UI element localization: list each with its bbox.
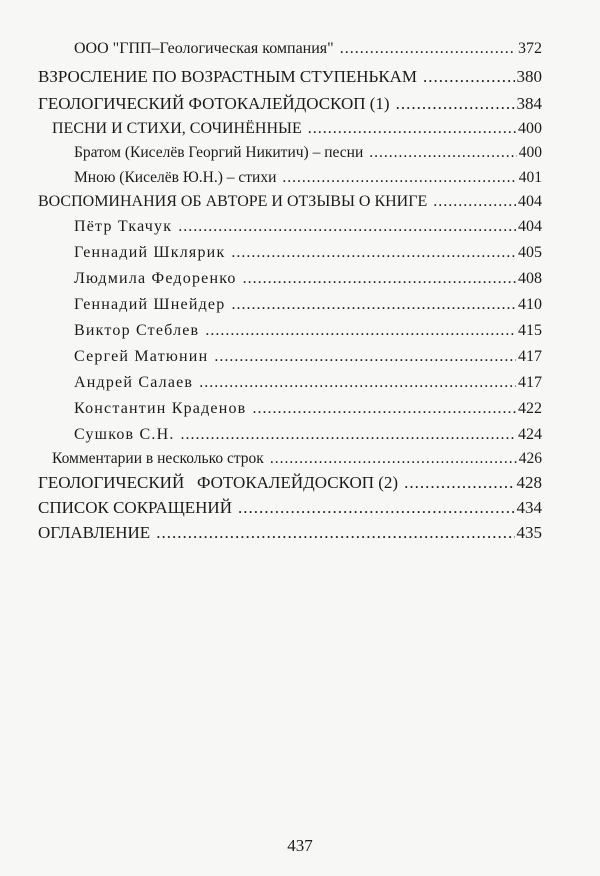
toc-entry[interactable] <box>74 296 542 322</box>
toc-entry-label: Геннадий Шклярик <box>74 244 226 261</box>
toc-entry[interactable] <box>38 67 542 93</box>
toc-entry-page: 408 <box>518 270 542 287</box>
toc-entry-label: Людмила Федоренко <box>74 270 237 287</box>
toc-entry-label: Геннадий Шнейдер <box>74 296 226 313</box>
toc-entry-page: 400 <box>518 120 542 137</box>
toc-entry-page: 422 <box>518 400 542 417</box>
leader-dots <box>231 296 516 314</box>
toc-entry[interactable] <box>74 169 542 195</box>
toc-entry[interactable] <box>38 473 542 499</box>
toc-entry-label: Константин Краденов <box>74 400 247 417</box>
toc-entry-page: 401 <box>518 169 542 186</box>
toc-entry-label: ВОСПОМИНАНИЯ ОБ АВТОРЕ И ОТЗЫВЫ О КНИГЕ <box>38 193 428 210</box>
toc-entry-page: 428 <box>516 473 542 492</box>
toc-entry-label: Сергей Матюнин <box>74 348 209 365</box>
toc-entry[interactable] <box>74 244 542 270</box>
toc-entry-page: 417 <box>518 374 542 391</box>
leader-dots <box>199 374 516 392</box>
toc-entry-label: ПЕСНИ И СТИХИ, СОЧИНЁННЫЕ <box>52 120 302 137</box>
toc-entry-page: 384 <box>516 94 542 113</box>
leader-dots <box>178 218 516 236</box>
leader-dots <box>396 94 515 114</box>
toc-entry[interactable] <box>38 498 542 524</box>
leader-dots <box>308 120 516 138</box>
toc-entry-page: 400 <box>518 144 542 161</box>
leader-dots <box>238 498 515 518</box>
toc-entry[interactable] <box>38 523 542 549</box>
leader-dots <box>205 322 516 340</box>
leader-dots <box>404 473 514 493</box>
toc-entry[interactable] <box>74 374 542 400</box>
toc-entry-label: ГЕОЛОГИЧЕСКИЙ ФОТОКАЛЕЙДОСКОП (1) <box>38 94 390 113</box>
toc-entry-label: Комментарии в несколько строк <box>52 450 264 467</box>
toc-entry-label: Мною (Киселёв Ю.Н.) – стихи <box>74 169 277 186</box>
toc-entry-page: 417 <box>518 348 542 365</box>
leader-dots <box>433 193 516 211</box>
leader-dots <box>156 523 514 543</box>
toc-entry-page: 415 <box>518 322 542 339</box>
toc-entry-page: 372 <box>518 40 542 57</box>
toc-entry-label: СПИСОК СОКРАЩЕНИЙ <box>38 498 232 517</box>
toc-entry[interactable] <box>74 322 542 348</box>
toc-entry[interactable] <box>52 120 542 146</box>
toc-entry[interactable] <box>74 40 542 66</box>
toc-entry-label: Сушков С.Н. <box>74 426 175 443</box>
toc-entry-label: Андрей Салаев <box>74 374 194 391</box>
toc-entry-page: 405 <box>518 244 542 261</box>
toc-entry-label: ООО "ГПП–Геологическая компания" <box>74 40 334 57</box>
leader-dots <box>252 400 516 418</box>
toc-entry-page: 434 <box>516 498 542 517</box>
toc-entry-page: 435 <box>516 523 542 542</box>
leader-dots <box>214 348 516 366</box>
toc-entry-label: Братом (Киселёв Георгий Никитич) – песни <box>74 144 364 161</box>
leader-dots <box>340 40 516 58</box>
toc-entry-label: Пётр Ткачук <box>74 218 173 235</box>
toc-entry[interactable] <box>38 193 542 219</box>
leader-dots <box>231 244 516 262</box>
toc-entry-page: 404 <box>518 218 542 235</box>
toc-entry-page: 380 <box>516 67 542 86</box>
page-number: 437 <box>287 836 313 855</box>
leader-dots <box>270 450 517 468</box>
toc-entry[interactable] <box>74 348 542 374</box>
leader-dots <box>243 270 516 288</box>
toc-entry-label: ВЗРОСЛЕНИЕ ПО ВОЗРАСТНЫМ СТУПЕНЬКАМ <box>38 67 418 86</box>
toc-entry-label: ОГЛАВЛЕНИЕ <box>38 523 151 542</box>
leader-dots <box>282 169 516 187</box>
leader-dots <box>181 426 516 444</box>
toc-entry[interactable] <box>74 218 542 244</box>
toc-entry-label: ГЕОЛОГИЧЕСКИЙ ФОТОКАЛЕЙДОСКОП (2) <box>38 473 399 492</box>
toc-entry[interactable] <box>74 270 542 296</box>
toc-entry-page: 410 <box>518 296 542 313</box>
leader-dots <box>369 144 517 162</box>
toc-entry-page: 426 <box>518 450 542 467</box>
toc-entry[interactable] <box>38 94 542 120</box>
toc-entry[interactable] <box>74 400 542 426</box>
toc-entry[interactable] <box>74 426 542 452</box>
toc-entry-label: Виктор Стеблев <box>74 322 200 339</box>
toc-entry-page: 424 <box>518 426 542 443</box>
toc-entry[interactable] <box>74 144 542 170</box>
toc-entry-page: 404 <box>518 193 542 210</box>
leader-dots <box>423 67 514 87</box>
